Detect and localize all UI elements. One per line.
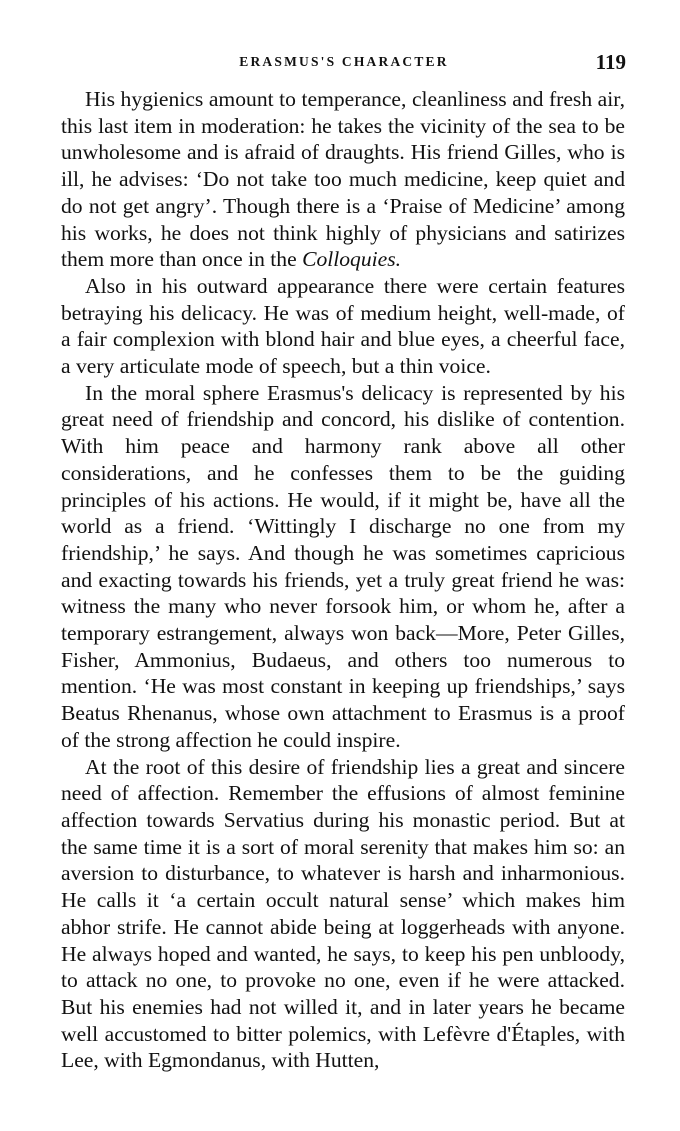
paragraph	[61, 273, 625, 380]
paragraph-text: At the root of this desire of friendship lies a great and sincere need of affection. Remember the effusions of almost feminine affection towards Servatius during his monastic period. But at the same time it is a sort of moral serenity that makes him so: an aversion to disturbance, to whatever is harsh and inharmonious. He calls it ‘a certain occult natural sense’ which makes him abhor strife. He cannot abide being at loggerheads with anyone. He always hoped and wanted, he says, to keep his pen unbloody, to attack no one, to provoke no one, even if he were attacked. But his enemies had not willed it, and in later years he became well accustomed to bitter polemics, with Lefèvre d'Étaples, with Lee, with Egmondanus, with Hutten,	[61, 754, 625, 1073]
paragraph	[61, 380, 625, 754]
running-title: ERASMUS'S CHARACTER	[239, 54, 449, 69]
paragraph	[61, 86, 625, 273]
italic-title: Colloquies.	[302, 247, 402, 272]
paragraph-text: His hygienics amount to temperance, cleanliness and fresh air, this last item in moderation: he takes the vicinity of the sea to be unwholesome and is afraid of draughts. His friend Gilles, who is ill, he advises: ‘Do not take too much medicine, keep quiet and do not get angry’. Though there is a ‘Praise of Medicine’ among his works, he does not think highly of physicians and satirizes them more than once in the	[61, 87, 625, 272]
paragraph-text: Also in his outward appearance there were certain features betraying his delicacy. He was of medium height, well-made, of a fair complexion with blond hair and blue eyes, a cheerful face, a very articulate mode of speech, but a thin voice.	[61, 273, 625, 379]
body-text	[61, 86, 625, 1074]
paragraph	[61, 754, 625, 1074]
paragraph-text: In the moral sphere Erasmus's delicacy is represented by his great need of friendship and concord, his dislike of contention. With him peace and harmony rank above all other considerations, and he confesses them to be the guiding principles of his actions. He would, if it might be, have all the world as a friend. ‘Wittingly I discharge no one from my friendship,’ he says. And though he was sometimes capricious and exacting towards his friends, yet a truly great friend he was: witness the many who never forsook him, or whom he, after a temporary estrangement, always won back—More, Peter Gilles, Fisher, Ammonius, Budaeus, and others too numerous to mention. ‘He was most constant in keeping up friendships,’ says Beatus Rhenanus, whose own attachment to Erasmus is a proof of the strong affection he could inspire.	[61, 380, 625, 752]
running-head	[62, 52, 626, 76]
page-number: 119	[595, 50, 626, 74]
